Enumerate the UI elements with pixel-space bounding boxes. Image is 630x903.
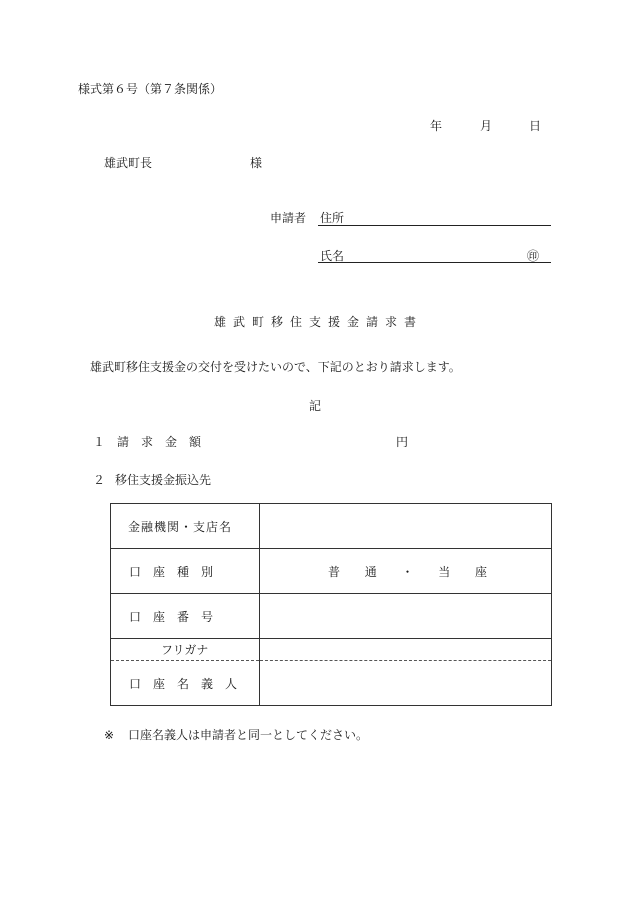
form-number: 様式第６号（第７条関係） [78, 82, 223, 96]
table-row-furigana [111, 639, 552, 661]
holder-label-cell [111, 661, 260, 706]
item1-number: １ [93, 435, 106, 449]
item1-label: 請 求 金 額 [117, 435, 202, 449]
ki-heading: 記 [309, 399, 322, 413]
table-row-account-type [111, 549, 552, 594]
account-type-char: 当 [438, 564, 451, 579]
account-number-label-cell [111, 594, 260, 639]
addressee-name: 雄武町長 [104, 156, 153, 170]
name-label: 氏名 [320, 249, 345, 263]
item2-number: ２ [93, 473, 106, 487]
document-title: 雄武町移住支援金請求書 [214, 315, 424, 329]
account-number-value-cell[interactable] [260, 594, 552, 639]
note-mark: ※ [104, 728, 115, 742]
account-number-label: 口 座 番 号 [129, 609, 214, 624]
furigana-label: フリガナ [161, 643, 209, 657]
account-type-char: 座 [474, 564, 487, 579]
account-type-label: 口 座 種 別 [129, 564, 214, 579]
account-type-options [260, 563, 551, 580]
item2-label: 移住支援金振込先 [115, 473, 212, 487]
holder-label: 口 座 名 義 人 [129, 676, 238, 691]
date-month-label: 月 [480, 119, 493, 133]
seal-mark: ㊞ [527, 249, 540, 263]
table-row-holder [111, 661, 552, 706]
address-label: 住所 [320, 211, 345, 225]
account-type-char: 通 [364, 564, 377, 579]
account-type-label-cell [111, 549, 260, 594]
address-underline [318, 225, 551, 226]
account-type-char: 普 [328, 564, 341, 579]
date-day-label: 日 [529, 119, 542, 133]
table-row-account-number [111, 594, 552, 639]
institution-value-cell[interactable] [260, 504, 552, 549]
date-year-label: 年 [430, 119, 443, 133]
furigana-value-cell[interactable] [260, 639, 552, 661]
note-text: 口座名義人は申請者と同一としてください。 [128, 728, 369, 742]
account-type-char: ・ [401, 564, 414, 579]
institution-label: 金融機関・支店名 [128, 519, 233, 534]
addressee-honorific: 様 [250, 156, 263, 170]
account-type-value-cell[interactable] [260, 549, 552, 594]
applicant-label: 申請者 [270, 211, 307, 225]
holder-value-cell[interactable] [260, 661, 552, 706]
institution-label-cell [111, 504, 260, 549]
name-underline [318, 262, 551, 263]
bank-transfer-table [110, 503, 552, 706]
request-statement: 雄武町移住支援金の交付を受けたいので、下記のとおり請求します。 [90, 360, 461, 374]
furigana-label-cell [111, 639, 260, 661]
item1-unit: 円 [396, 435, 409, 449]
table-row-institution [111, 504, 552, 549]
